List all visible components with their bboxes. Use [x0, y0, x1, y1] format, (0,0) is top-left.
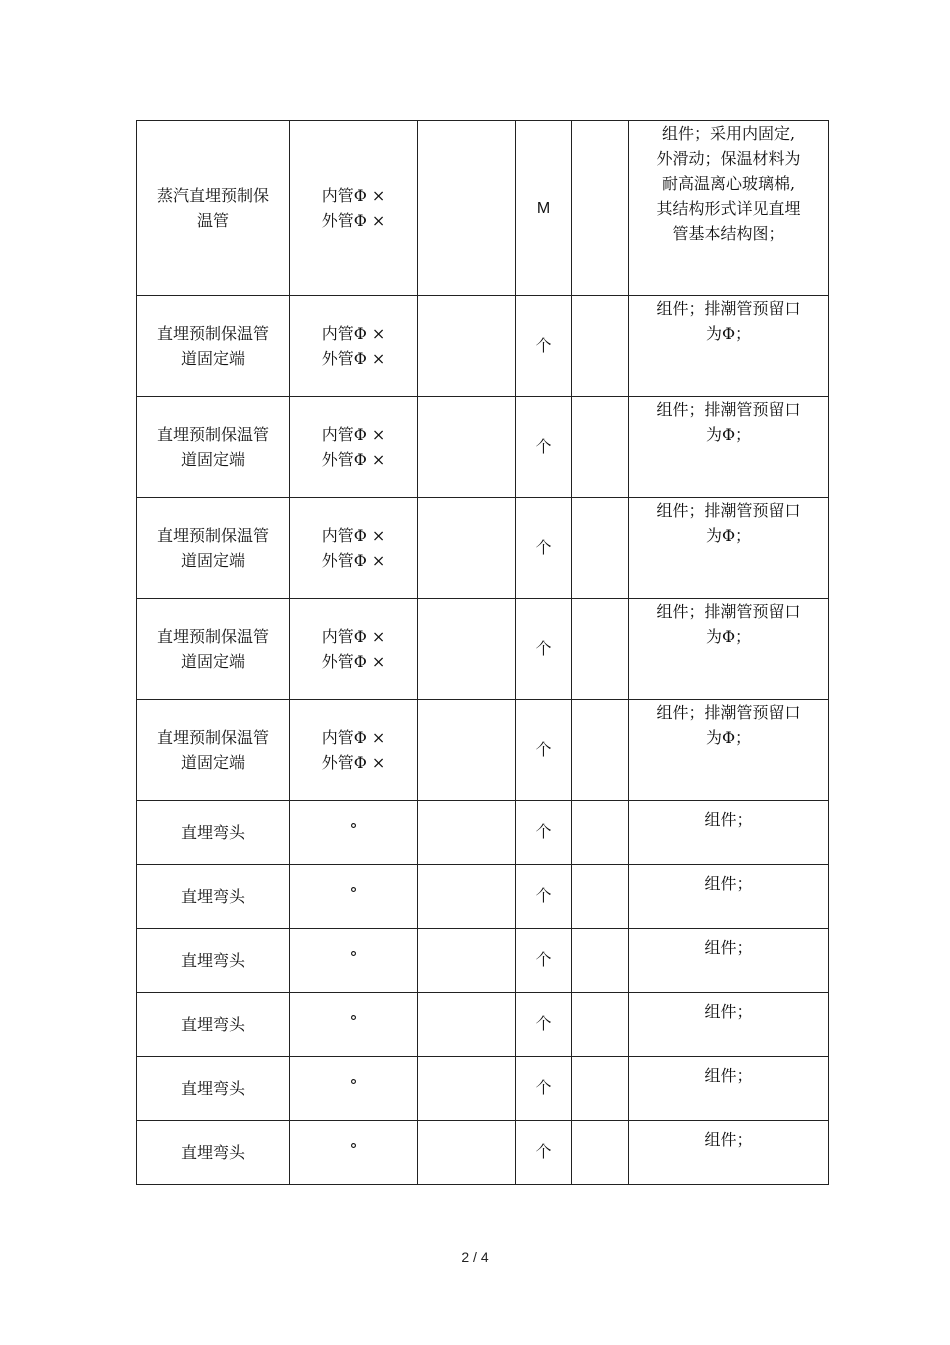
item-spec-cell-line: 外管Φ × [321, 349, 386, 368]
item-note-cell [629, 296, 829, 397]
item-spec-cell-line: ° [349, 884, 358, 903]
empty-cell [572, 865, 629, 929]
item-unit-cell: 个 [516, 1057, 572, 1121]
item-note-cell [629, 801, 829, 865]
empty-cell [418, 121, 516, 296]
item-name-cell-line: 直埋弯头 [180, 1143, 245, 1162]
item-note-cell-line: 组件； [704, 1130, 753, 1149]
item-unit-cell: 个 [516, 599, 572, 700]
item-spec-cell-line: ° [349, 820, 358, 839]
item-unit-cell: 个 [516, 1121, 572, 1185]
item-note-cell-line: 组件； [704, 874, 753, 893]
item-note-cell [629, 700, 829, 801]
empty-cell [572, 121, 629, 296]
empty-cell [418, 296, 516, 397]
item-name-cell [137, 121, 290, 296]
item-spec-cell-line: 外管Φ × [321, 753, 386, 772]
item-note-cell [629, 993, 829, 1057]
item-name-cell-line: 直埋弯头 [180, 1015, 245, 1034]
item-name-cell [137, 865, 290, 929]
item-name-cell-line: 直埋预制保温管 [156, 627, 269, 646]
item-note-cell-line: 组件； [704, 1002, 753, 1021]
item-unit-cell: 个 [516, 801, 572, 865]
item-note-cell [629, 599, 829, 700]
item-note-cell [629, 1121, 829, 1185]
item-note-cell-line: 组件；排潮管预留口 [656, 400, 801, 419]
item-spec-cell [290, 929, 418, 993]
table-row [137, 599, 829, 700]
item-spec-cell-line: 内管Φ × [321, 186, 386, 205]
item-note-cell [629, 498, 829, 599]
item-name-cell [137, 993, 290, 1057]
empty-cell [572, 498, 629, 599]
item-name-cell [137, 498, 290, 599]
table-body [137, 121, 829, 1185]
materials-table [136, 120, 829, 1185]
item-spec-cell-line: ° [349, 1076, 358, 1095]
item-note-cell-line: 其结构形式详见直埋 [656, 199, 801, 218]
table-row [137, 296, 829, 397]
item-spec-cell [290, 1121, 418, 1185]
empty-cell [572, 929, 629, 993]
item-name-cell-line: 直埋弯头 [180, 823, 245, 842]
item-unit-cell: 个 [516, 498, 572, 599]
item-note-cell-line: 为Φ； [705, 425, 752, 444]
item-spec-cell [290, 865, 418, 929]
item-note-cell-line: 耐高温离心玻璃棉, [661, 174, 796, 193]
item-name-cell [137, 801, 290, 865]
item-spec-cell-line: 内管Φ × [321, 627, 386, 646]
empty-cell [418, 397, 516, 498]
item-note-cell-line: 为Φ； [705, 526, 752, 545]
item-spec-cell [290, 397, 418, 498]
item-name-cell-line: 直埋预制保温管 [156, 728, 269, 747]
item-spec-cell [290, 801, 418, 865]
item-note-cell-line: 管基本结构图； [672, 224, 785, 243]
item-spec-cell [290, 296, 418, 397]
item-unit-cell: 个 [516, 865, 572, 929]
item-spec-cell-line: 外管Φ × [321, 211, 386, 230]
empty-cell [418, 700, 516, 801]
item-note-cell-line: 为Φ； [705, 324, 752, 343]
empty-cell [572, 1121, 629, 1185]
item-name-cell [137, 1057, 290, 1121]
item-name-cell-line: 直埋预制保温管 [156, 425, 269, 444]
item-name-cell-line: 道固定端 [180, 753, 245, 772]
empty-cell [572, 296, 629, 397]
item-note-cell-line: 外滑动；保温材料为 [656, 149, 801, 168]
item-note-cell-line: 组件；排潮管预留口 [656, 602, 801, 621]
table-row [137, 397, 829, 498]
empty-cell [572, 993, 629, 1057]
item-spec-cell [290, 700, 418, 801]
empty-cell [418, 599, 516, 700]
empty-cell [572, 700, 629, 801]
item-name-cell-line: 蒸汽直埋预制保 [156, 186, 269, 205]
item-note-cell-line: 组件；采用内固定, [661, 124, 796, 143]
table-row [137, 498, 829, 599]
item-unit-cell: 个 [516, 397, 572, 498]
item-spec-cell-line: ° [349, 948, 358, 967]
empty-cell [418, 801, 516, 865]
item-unit-cell: 个 [516, 296, 572, 397]
empty-cell [418, 1057, 516, 1121]
item-note-cell-line: 组件；排潮管预留口 [656, 501, 801, 520]
item-note-cell [629, 929, 829, 993]
item-name-cell-line: 直埋预制保温管 [156, 324, 269, 343]
item-spec-cell [290, 993, 418, 1057]
item-note-cell [629, 121, 829, 296]
item-note-cell-line: 组件；排潮管预留口 [656, 703, 801, 722]
item-spec-cell [290, 121, 418, 296]
item-unit-cell: 个 [516, 929, 572, 993]
item-name-cell-line: 道固定端 [180, 551, 245, 570]
empty-cell [418, 993, 516, 1057]
empty-cell [418, 929, 516, 993]
item-name-cell-line: 直埋弯头 [180, 887, 245, 906]
table-row [137, 865, 829, 929]
item-spec-cell-line: 内管Φ × [321, 425, 386, 444]
item-unit-cell: M [516, 121, 572, 296]
item-spec-cell [290, 599, 418, 700]
item-spec-cell-line: 外管Φ × [321, 450, 386, 469]
item-note-cell-line: 组件； [704, 810, 753, 829]
item-name-cell-line: 温管 [196, 211, 229, 230]
item-spec-cell [290, 498, 418, 599]
item-unit-cell: 个 [516, 700, 572, 801]
item-name-cell [137, 397, 290, 498]
table-row [137, 700, 829, 801]
item-name-cell [137, 929, 290, 993]
item-note-cell-line: 为Φ； [705, 728, 752, 747]
item-name-cell-line: 道固定端 [180, 349, 245, 368]
empty-cell [572, 1057, 629, 1121]
item-note-cell-line: 组件；排潮管预留口 [656, 299, 801, 318]
table-row [137, 993, 829, 1057]
empty-cell [418, 865, 516, 929]
item-spec-cell-line: 内管Φ × [321, 324, 386, 343]
empty-cell [418, 1121, 516, 1185]
item-name-cell [137, 296, 290, 397]
item-name-cell-line: 直埋预制保温管 [156, 526, 269, 545]
table-row [137, 1121, 829, 1185]
item-name-cell-line: 道固定端 [180, 450, 245, 469]
item-note-cell-line: 为Φ； [705, 627, 752, 646]
item-note-cell-line: 组件； [704, 1066, 753, 1085]
page-number: 2 / 4 [461, 1249, 489, 1265]
item-spec-cell-line: 内管Φ × [321, 526, 386, 545]
empty-cell [572, 397, 629, 498]
item-name-cell [137, 700, 290, 801]
table-row [137, 121, 829, 296]
item-spec-cell-line: 内管Φ × [321, 728, 386, 747]
item-note-cell [629, 1057, 829, 1121]
table-row [137, 1057, 829, 1121]
table-row [137, 929, 829, 993]
item-spec-cell-line: 外管Φ × [321, 551, 386, 570]
item-spec-cell [290, 1057, 418, 1121]
item-spec-cell-line: ° [349, 1140, 358, 1159]
item-name-cell [137, 1121, 290, 1185]
table-row [137, 801, 829, 865]
item-note-cell-line: 组件； [704, 938, 753, 957]
item-spec-cell-line: ° [349, 1012, 358, 1031]
item-unit-cell: 个 [516, 993, 572, 1057]
item-spec-cell-line: 外管Φ × [321, 652, 386, 671]
item-name-cell-line: 道固定端 [180, 652, 245, 671]
item-note-cell [629, 397, 829, 498]
item-name-cell-line: 直埋弯头 [180, 951, 245, 970]
empty-cell [418, 498, 516, 599]
item-name-cell [137, 599, 290, 700]
item-note-cell [629, 865, 829, 929]
item-name-cell-line: 直埋弯头 [180, 1079, 245, 1098]
empty-cell [572, 801, 629, 865]
empty-cell [572, 599, 629, 700]
